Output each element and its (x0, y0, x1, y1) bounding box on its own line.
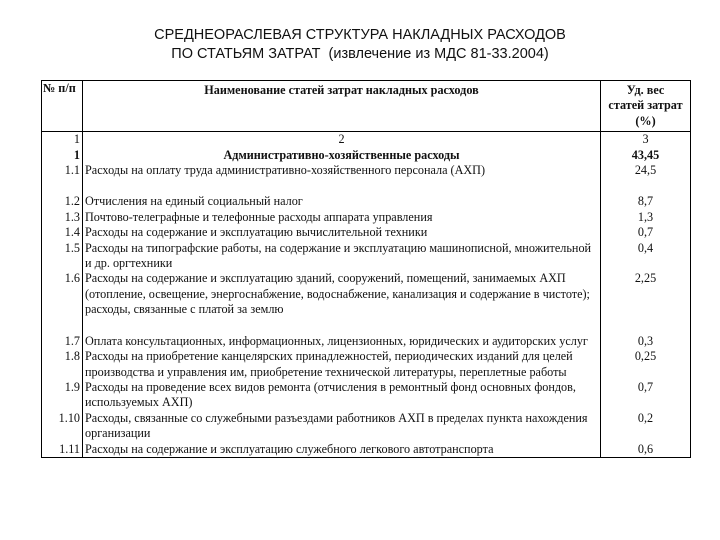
row-name: Расходы на приобретение канцелярских принадлежностей, периодических изданий для целей производства и управления им, приобретение технической литературы, переплетные работы (83, 349, 601, 380)
header-weight-line-1: Уд. вес (626, 83, 665, 97)
table-header-row (42, 81, 691, 132)
row-num: 1.10 (42, 411, 83, 442)
title-line-2-main: ПО СТАТЬЯМ ЗАТРАТ (171, 46, 321, 62)
row-weight: 24,5 (601, 163, 691, 178)
row-num: 1.6 (42, 271, 83, 317)
table-row (42, 334, 691, 349)
row-name: Отчисления на единый социальный налог (83, 194, 601, 209)
header-weight-line-3: (%) (635, 113, 656, 128)
row-weight: 0,7 (601, 380, 691, 411)
table-row (42, 349, 691, 380)
row-num: 1.4 (42, 225, 83, 240)
row-weight: 0,3 (601, 334, 691, 349)
row-weight: 0,2 (601, 411, 691, 442)
table-row (42, 442, 691, 458)
row-name: Оплата консультационных, информационных, лицензионных, юридических и аудиторских услуг (83, 334, 601, 349)
row-num: 1.7 (42, 334, 83, 349)
index-num: 1 (42, 132, 83, 148)
group-weight: 43,45 (601, 148, 691, 163)
row-name: Расходы на содержание и эксплуатацию служебного легкового автотранспорта (83, 442, 601, 458)
table-row (42, 411, 691, 442)
row-name: Расходы, связанные со служебными разъездами работников АХП в пределах пункта нахождения организации (83, 411, 601, 442)
row-name: Расходы на проведение всех видов ремонта (отчисления в ремонтный фонд основных фондов, используемых АХП) (83, 380, 601, 411)
row-num: 1.2 (42, 194, 83, 209)
title-line-2-source: (извлечение из МДС 81-33.2004) (328, 46, 549, 62)
header-name: Наименование статей затрат накладных расходов (83, 81, 601, 132)
row-name: Расходы на оплату труда административно-хозяйственного персонала (АХП) (83, 163, 601, 178)
row-name: Расходы на содержание и эксплуатацию вычислительной техники (83, 225, 601, 240)
row-num: 1.5 (42, 241, 83, 272)
index-name: 2 (83, 132, 601, 148)
header-weight (601, 81, 691, 132)
overhead-structure-table (41, 80, 690, 458)
table-row (42, 194, 691, 209)
index-weight: 3 (601, 132, 691, 148)
row-num: 1.9 (42, 380, 83, 411)
group-row (42, 148, 691, 163)
table-row (42, 163, 691, 178)
row-weight: 0,25 (601, 349, 691, 380)
group-num: 1 (42, 148, 83, 163)
spacer-row (42, 318, 691, 334)
index-row (42, 132, 691, 148)
header-weight-line-2: статей затрат (608, 98, 683, 113)
row-num: 1.3 (42, 210, 83, 225)
row-weight: 0,7 (601, 225, 691, 240)
table-row (42, 225, 691, 240)
title-line-1: СРЕДНЕОРАСЛЕВАЯ СТРУКТУРА НАКЛАДНЫХ РАСХОДОВ (154, 27, 566, 43)
table-row (42, 210, 691, 225)
row-weight: 0,4 (601, 241, 691, 272)
row-num: 1.11 (42, 442, 83, 458)
row-name: Расходы на содержание и эксплуатацию зданий, сооружений, помещений, занимаемых АХП (отопление, освещение, энергоснабжение, водоснабжение, канализация и содержание в чистоте); расходы, связанные с платой за землю (83, 271, 601, 317)
group-name: Административно-хозяйственные расходы (83, 148, 601, 163)
page-title (0, 26, 720, 64)
row-weight: 0,6 (601, 442, 691, 458)
spacer-row (42, 178, 691, 194)
row-weight: 1,3 (601, 210, 691, 225)
row-weight: 8,7 (601, 194, 691, 209)
header-num: № п/п (42, 81, 83, 132)
table-row (42, 241, 691, 272)
row-weight: 2,25 (601, 271, 691, 317)
row-num: 1.1 (42, 163, 83, 178)
row-name: Почтово-телеграфные и телефонные расходы аппарата управления (83, 210, 601, 225)
title-line-2 (0, 45, 720, 64)
row-num: 1.8 (42, 349, 83, 380)
table-row (42, 380, 691, 411)
row-name: Расходы на типографские работы, на содержание и эксплуатацию машинописной, множительной и др. оргтехники (83, 241, 601, 272)
table-row (42, 271, 691, 317)
